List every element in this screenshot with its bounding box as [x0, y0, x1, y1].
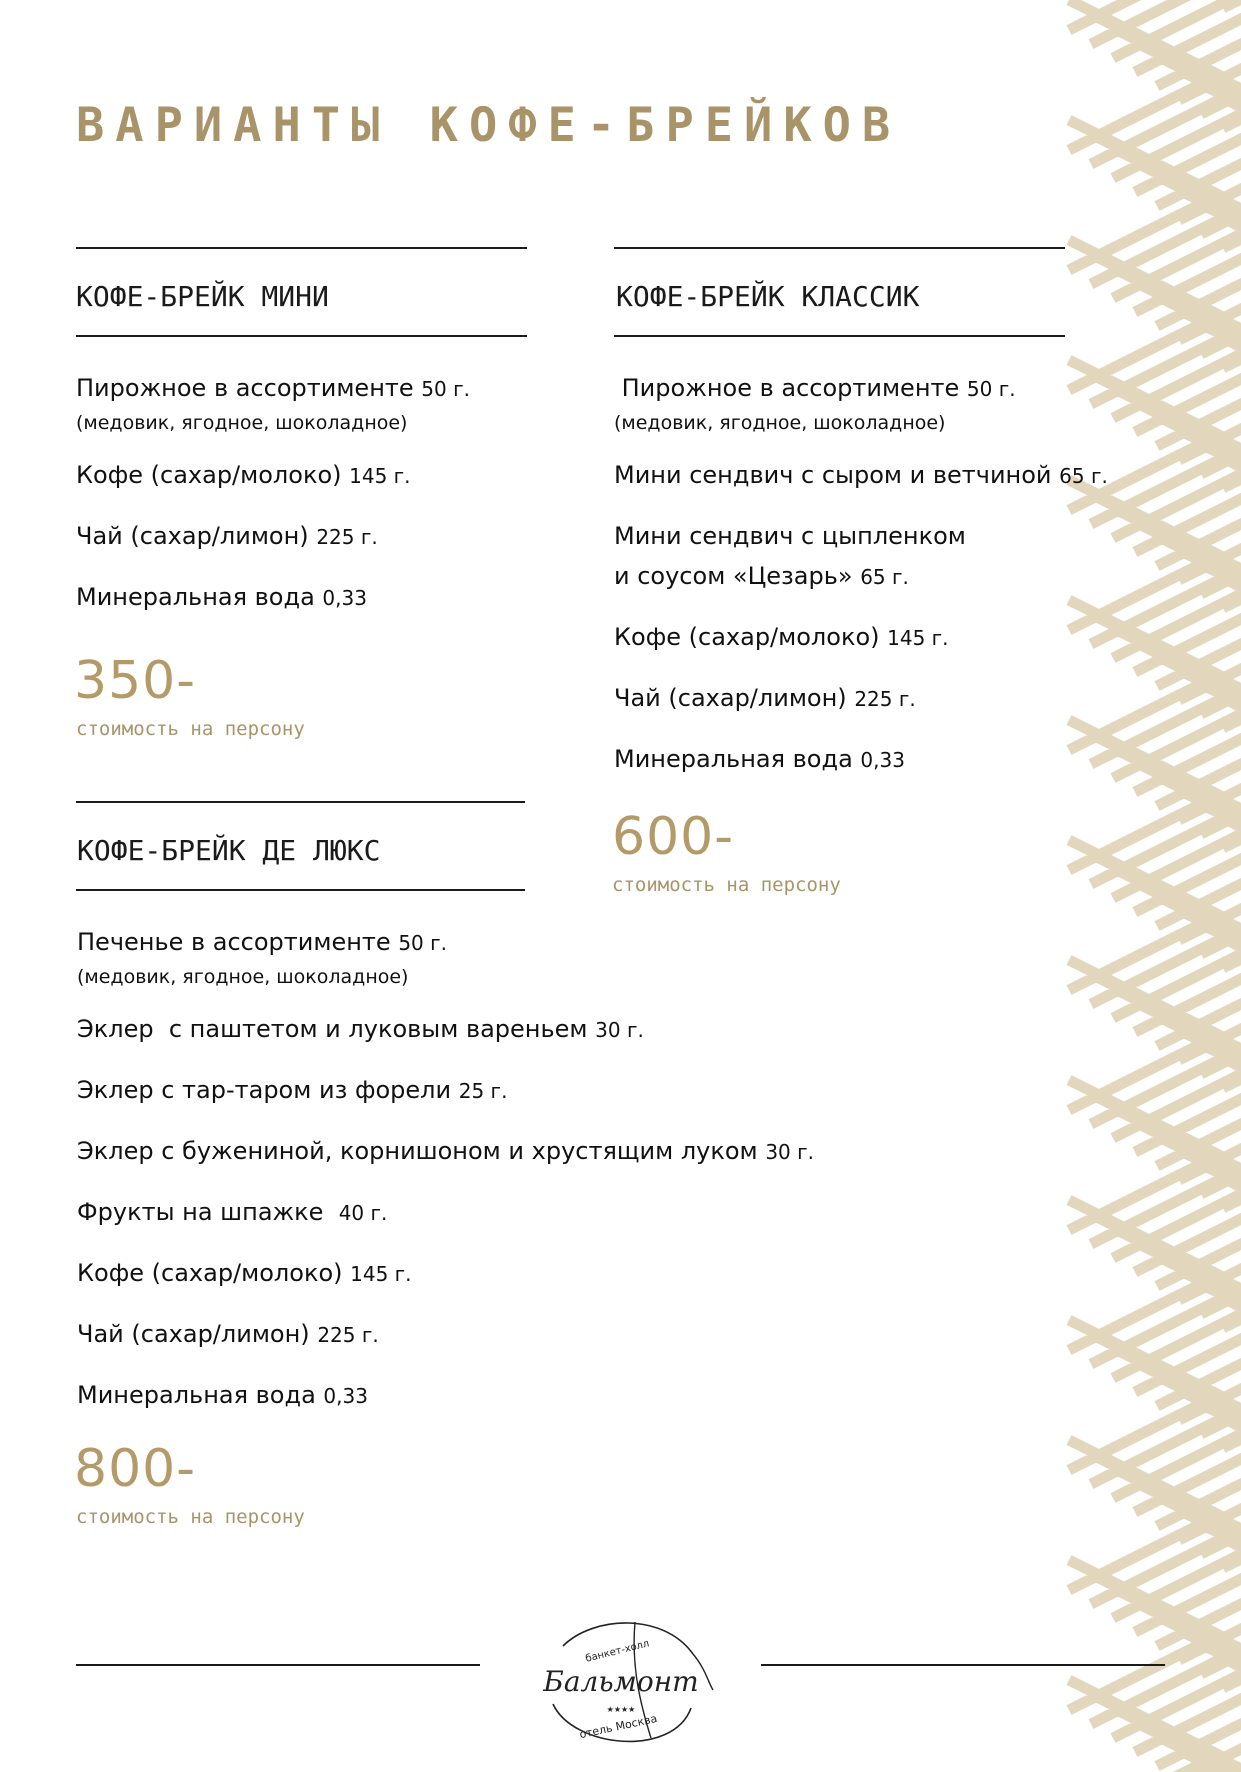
menu-item: Минеральная вода 0,33: [76, 583, 367, 611]
menu-item: Минеральная вода 0,33: [77, 1381, 368, 1409]
hotel-logo: [523, 1608, 718, 1758]
divider: [76, 335, 527, 337]
footer-divider-right: [761, 1664, 1165, 1666]
price-caption: стоимость на персону: [76, 1506, 305, 1528]
section-title-classic: КОФЕ-БРЕЙК КЛАССИК: [616, 280, 920, 313]
menu-item: Чай (сахар/лимон) 225 г.: [77, 1320, 379, 1348]
menu-item: Мини сендвич с цыпленком и соусом «Цезарь» 65 г.: [614, 522, 966, 590]
price-classic: 600-: [612, 807, 735, 867]
menu-item: Эклер с бужениной, корнишоном и хрустящим луком 30 г.: [77, 1137, 814, 1165]
menu-item: Пирожное в ассортименте 50 г. (медовик, ягодное, шоколадное): [614, 374, 1016, 434]
logo-bottom-text: отель Москва: [578, 1711, 659, 1742]
divider: [614, 247, 1065, 249]
logo-top-text: банкет-холл: [584, 1638, 651, 1665]
menu-item: Печенье в ассортименте 50 г. (медовик, ягодное, шоколадное): [77, 928, 447, 988]
menu-item: Чай (сахар/лимон) 225 г.: [76, 522, 378, 550]
price-deluxe: 800-: [74, 1439, 197, 1499]
divider: [614, 335, 1065, 337]
logo-name: Бальмонт: [543, 1665, 699, 1698]
menu-item: Эклер с паштетом и луковым вареньем 30 г.: [77, 1015, 644, 1043]
price-mini: 350-: [74, 651, 197, 711]
section-title-deluxe: КОФЕ-БРЕЙК ДЕ ЛЮКС: [77, 834, 381, 867]
price-caption: стоимость на персону: [76, 718, 305, 740]
menu-list-deluxe: [77, 922, 814, 1436]
footer-divider-left: [76, 1664, 480, 1666]
menu-item: Эклер с тар-таром из форели 25 г.: [77, 1076, 508, 1104]
section-title-mini: КОФЕ-БРЕЙК МИНИ: [76, 280, 329, 313]
chevron-stripe-decoration: [1063, 0, 1241, 1772]
menu-item: Кофе (сахар/молоко) 145 г.: [77, 1259, 412, 1287]
menu-item: Пирожное в ассортименте 50 г. (медовик, ягодное, шоколадное): [76, 374, 470, 434]
menu-list-mini: [76, 368, 470, 638]
menu-item: Мини сендвич с сыром и ветчиной 65 г.: [614, 461, 1108, 489]
divider: [76, 889, 525, 891]
menu-list-classic: [614, 368, 1108, 800]
menu-item: Кофе (сахар/молоко) 145 г.: [614, 623, 949, 651]
stripe-pattern: [1069, 0, 1241, 1772]
divider: [76, 801, 525, 803]
menu-item: Фрукты на шпажке 40 г.: [77, 1198, 388, 1226]
divider: [76, 247, 527, 249]
page-title: ВАРИАНТЫ КОФЕ-БРЕЙКОВ: [76, 98, 902, 153]
menu-item: Минеральная вода 0,33: [614, 745, 905, 773]
menu-item: Чай (сахар/лимон) 225 г.: [614, 684, 916, 712]
menu-item: Кофе (сахар/молоко) 145 г.: [76, 461, 411, 489]
price-caption: стоимость на персону: [612, 874, 841, 896]
logo-stars: ★★★★: [606, 1705, 636, 1714]
